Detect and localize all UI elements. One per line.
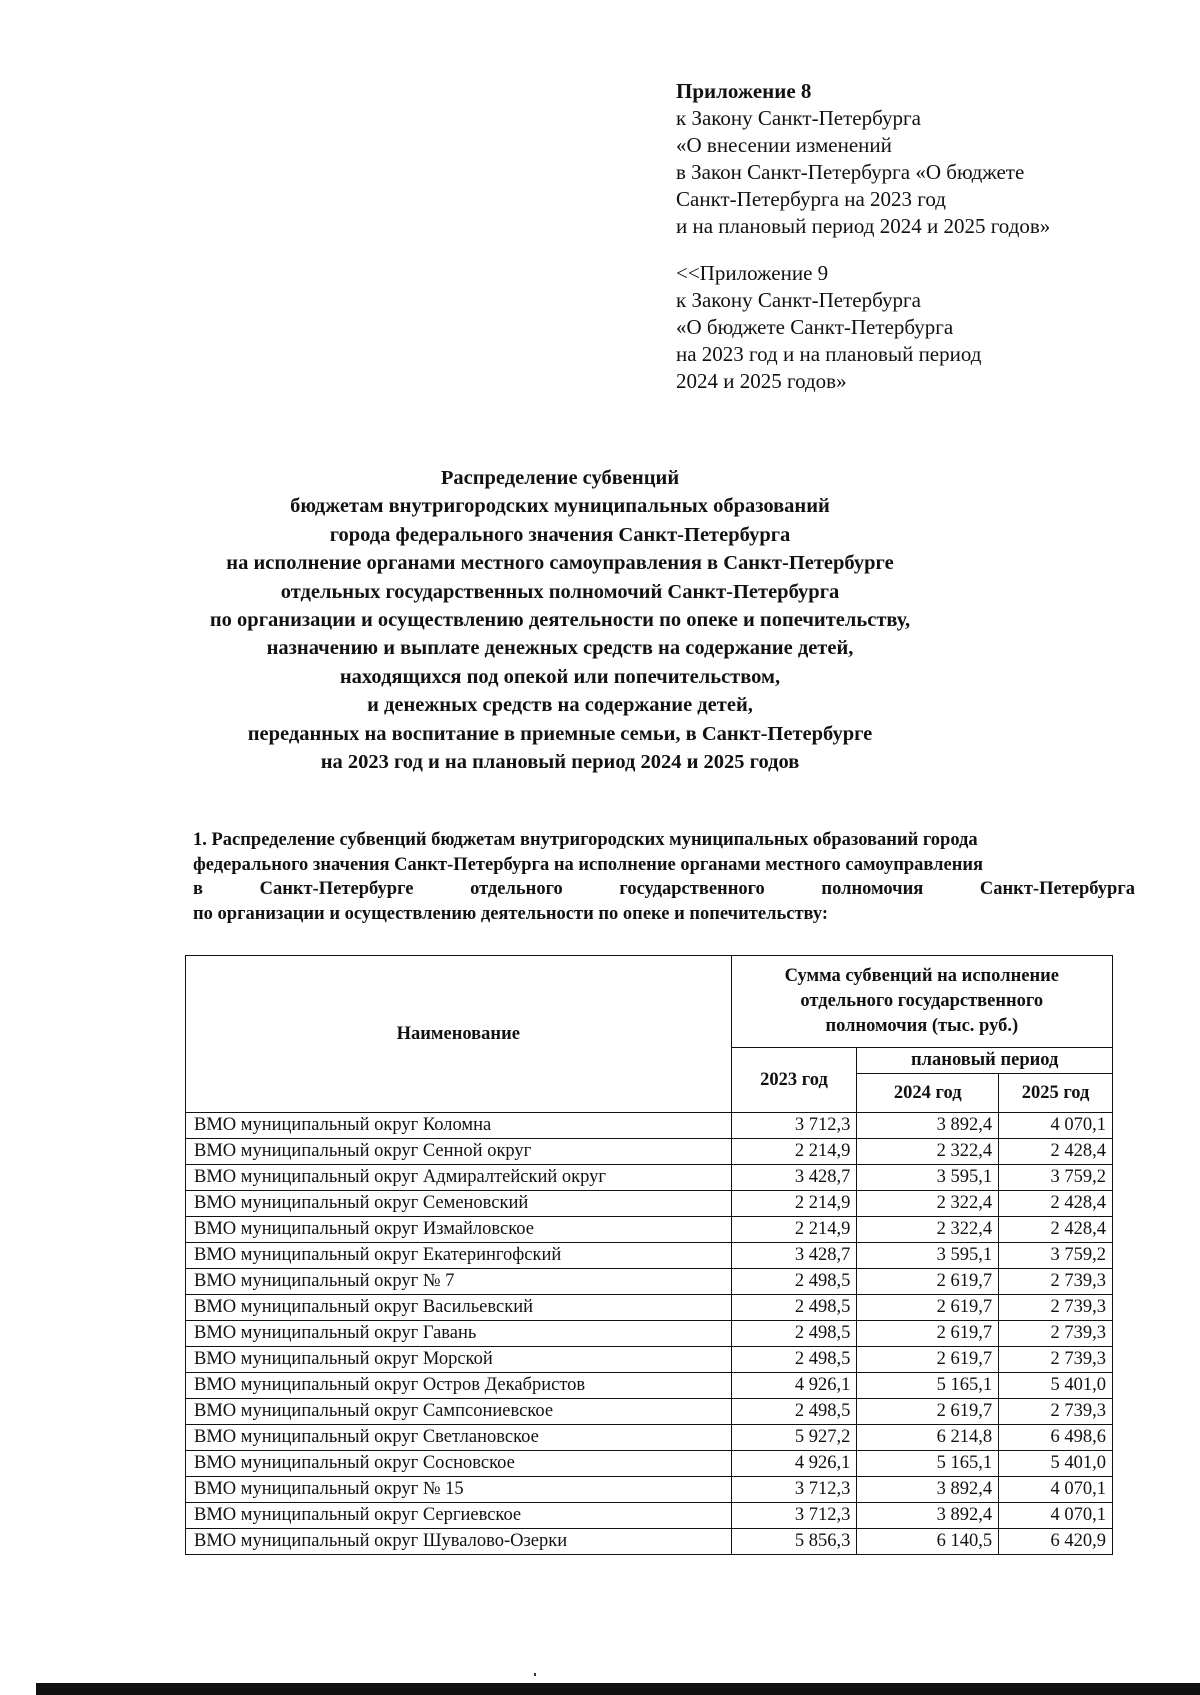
value-2025-cell: 4 070,1 [999, 1113, 1113, 1139]
value-2024-cell: 2 619,7 [857, 1347, 999, 1373]
municipality-name-cell: ВМО муниципальный округ Измайловское [186, 1217, 732, 1243]
column-header-planned-period: плановый период [857, 1048, 1113, 1074]
value-2024-cell: 3 892,4 [857, 1503, 999, 1529]
appendix-line: к Закону Санкт-Петербурга [676, 106, 921, 130]
value-2023-cell: 3 428,7 [731, 1165, 857, 1191]
table-row [186, 1477, 1113, 1503]
table-row [186, 1269, 1113, 1295]
value-2023-cell: 2 498,5 [731, 1269, 857, 1295]
section-heading-line: по организации и осуществлению деятельности по опеке и попечительству: [193, 903, 829, 924]
value-2024-cell: 6 140,5 [857, 1529, 999, 1555]
value-2025-cell: 2 739,3 [999, 1269, 1113, 1295]
value-2024-cell: 3 595,1 [857, 1165, 999, 1191]
table-row [186, 1373, 1113, 1399]
scan-edge-bar [36, 1683, 1200, 1695]
value-2025-cell: 4 070,1 [999, 1477, 1113, 1503]
table-row [186, 1191, 1113, 1217]
value-2023-cell: 2 498,5 [731, 1347, 857, 1373]
value-2023-cell: 4 926,1 [731, 1451, 857, 1477]
heading-word: в [193, 879, 203, 899]
municipality-name-cell: ВМО муниципальный округ Васильевский [186, 1295, 732, 1321]
value-2023-cell: 2 498,5 [731, 1399, 857, 1425]
value-2025-cell: 6 420,9 [999, 1529, 1113, 1555]
heading-word: отдельного [470, 879, 563, 899]
table-row [186, 1113, 1113, 1139]
title-line: на 2023 год и на плановый период 2024 и 2025 годов [320, 751, 800, 774]
value-2023-cell: 5 856,3 [731, 1529, 857, 1555]
document-title [0, 464, 1120, 776]
municipality-name-cell: ВМО муниципальный округ Сергиевское [186, 1503, 732, 1529]
table-row [186, 1529, 1113, 1555]
heading-word: полномочия [821, 879, 924, 899]
value-2024-cell: 2 619,7 [857, 1295, 999, 1321]
municipality-name-cell: ВМО муниципальный округ Остров Декабристов [186, 1373, 732, 1399]
section-heading-line: федерального значения Санкт-Петербурга на исполнение органами местного самоуправления [193, 854, 984, 875]
value-2025-cell: 3 759,2 [999, 1243, 1113, 1269]
value-2024-cell: 2 619,7 [857, 1269, 999, 1295]
table-body [186, 1113, 1113, 1555]
value-2023-cell: 2 214,9 [731, 1191, 857, 1217]
previous-appendix-line: на 2023 год и на плановый период [676, 342, 982, 366]
value-2025-cell: 2 739,3 [999, 1347, 1113, 1373]
title-line: находящихся под опекой или попечительством, [339, 665, 781, 688]
title-line: Распределение субвенций [440, 467, 680, 489]
municipality-name-cell: ВМО муниципальный округ № 7 [186, 1269, 732, 1295]
value-2023-cell: 5 927,2 [731, 1425, 857, 1451]
municipality-name-cell: ВМО муниципальный округ Семеновский [186, 1191, 732, 1217]
section-heading-line-justified [193, 877, 1135, 902]
value-2025-cell: 3 759,2 [999, 1165, 1113, 1191]
value-2024-cell: 2 322,4 [857, 1191, 999, 1217]
municipality-name-cell: ВМО муниципальный округ Светлановское [186, 1425, 732, 1451]
table-row [186, 1399, 1113, 1425]
column-header-2024: 2024 год [857, 1074, 999, 1113]
heading-word: Санкт-Петербурга [979, 879, 1135, 899]
value-2023-cell: 3 712,3 [731, 1503, 857, 1529]
column-header-2023: 2023 год [731, 1048, 857, 1113]
appendix-reference [676, 78, 1050, 395]
value-2023-cell: 3 712,3 [731, 1113, 857, 1139]
value-2024-cell: 2 619,7 [857, 1321, 999, 1347]
heading-word: Санкт-Петербурге [259, 879, 414, 899]
section-1-heading [193, 828, 1135, 926]
table-row [186, 1347, 1113, 1373]
municipality-name-cell: ВМО муниципальный округ Сенной округ [186, 1139, 732, 1165]
value-2024-cell: 3 595,1 [857, 1243, 999, 1269]
value-2024-cell: 3 892,4 [857, 1477, 999, 1503]
municipality-name-cell: ВМО муниципальный округ Сампсониевское [186, 1399, 732, 1425]
value-2023-cell: 2 498,5 [731, 1321, 857, 1347]
value-2025-cell: 2 428,4 [999, 1191, 1113, 1217]
municipality-name-cell: ВМО муниципальный округ Сосновское [186, 1451, 732, 1477]
scan-speck [534, 1673, 536, 1676]
table-row [186, 1425, 1113, 1451]
column-header-2025: 2025 год [999, 1074, 1113, 1113]
value-2024-cell: 3 892,4 [857, 1113, 999, 1139]
column-header-sum: Сумма субвенций на исполнение отдельного государственного полномочия (тыс. руб.) [731, 956, 1112, 1048]
value-2024-cell: 5 165,1 [857, 1451, 999, 1477]
title-line: отдельных государственных полномочий Санкт-Петербурга [280, 580, 840, 603]
subvention-table [185, 955, 1113, 1555]
title-line: и денежных средств на содержание детей, [367, 694, 753, 717]
previous-appendix-line: <<Приложение 9 [676, 261, 829, 285]
table-row [186, 1243, 1113, 1269]
previous-appendix-line: «О бюджете Санкт-Петербурга [676, 315, 954, 339]
heading-word: государственного [619, 879, 765, 899]
value-2025-cell: 4 070,1 [999, 1503, 1113, 1529]
table-row [186, 1139, 1113, 1165]
municipality-name-cell: ВМО муниципальный округ Екатерингофский [186, 1243, 732, 1269]
title-line: бюджетам внутригородских муниципальных образований [290, 495, 830, 518]
value-2025-cell: 2 428,4 [999, 1217, 1113, 1243]
municipality-name-cell: ВМО муниципальный округ Морской [186, 1347, 732, 1373]
municipality-name-cell: ВМО муниципальный округ Адмиралтейский округ [186, 1165, 732, 1191]
title-line: назначению и выплате денежных средств на содержание детей, [266, 637, 854, 660]
appendix-line: и на плановый период 2024 и 2025 годов» [676, 214, 1051, 238]
value-2024-cell: 6 214,8 [857, 1425, 999, 1451]
value-2024-cell: 5 165,1 [857, 1373, 999, 1399]
title-line: на исполнение органами местного самоуправления в Санкт-Петербурге [226, 552, 894, 575]
value-2023-cell: 4 926,1 [731, 1373, 857, 1399]
value-2023-cell: 2 214,9 [731, 1139, 857, 1165]
municipality-name-cell: ВМО муниципальный округ Гавань [186, 1321, 732, 1347]
value-2025-cell: 6 498,6 [999, 1425, 1113, 1451]
table-row [186, 1503, 1113, 1529]
value-2025-cell: 2 739,3 [999, 1399, 1113, 1425]
value-2024-cell: 2 322,4 [857, 1217, 999, 1243]
title-line: города федерального значения Санкт-Петербурга [329, 523, 791, 546]
table-row [186, 1451, 1113, 1477]
column-header-name: Наименование [186, 956, 732, 1113]
section-heading-line: 1. Распределение субвенций бюджетам внутригородских муниципальных образований города [193, 830, 978, 850]
value-2023-cell: 2 214,9 [731, 1217, 857, 1243]
title-line: переданных на воспитание в приемные семьи, в Санкт-Петербурге [247, 722, 873, 745]
title-line: по организации и осуществлению деятельности по опеке и попечительству, [209, 609, 911, 632]
table-row [186, 1295, 1113, 1321]
municipality-name-cell: ВМО муниципальный округ Коломна [186, 1113, 732, 1139]
value-2025-cell: 5 401,0 [999, 1373, 1113, 1399]
previous-appendix-line: 2024 и 2025 годов» [676, 369, 847, 393]
municipality-name-cell: ВМО муниципальный округ № 15 [186, 1477, 732, 1503]
value-2023-cell: 2 498,5 [731, 1295, 857, 1321]
value-2025-cell: 2 739,3 [999, 1321, 1113, 1347]
appendix-line: Санкт-Петербурга на 2023 год [676, 187, 946, 211]
appendix-title: Приложение 8 [676, 79, 812, 103]
municipality-name-cell: ВМО муниципальный округ Шувалово-Озерки [186, 1529, 732, 1555]
value-2025-cell: 5 401,0 [999, 1451, 1113, 1477]
table-row [186, 1321, 1113, 1347]
value-2023-cell: 3 428,7 [731, 1243, 857, 1269]
table-row [186, 1165, 1113, 1191]
value-2025-cell: 2 428,4 [999, 1139, 1113, 1165]
previous-appendix-line: к Закону Санкт-Петербурга [676, 288, 921, 312]
appendix-line: «О внесении изменений [676, 133, 892, 157]
appendix-spacer [676, 240, 1050, 260]
value-2024-cell: 2 619,7 [857, 1399, 999, 1425]
table-row [186, 1217, 1113, 1243]
value-2025-cell: 2 739,3 [999, 1295, 1113, 1321]
value-2024-cell: 2 322,4 [857, 1139, 999, 1165]
value-2023-cell: 3 712,3 [731, 1477, 857, 1503]
appendix-line: в Закон Санкт-Петербурга «О бюджете [676, 160, 1025, 184]
